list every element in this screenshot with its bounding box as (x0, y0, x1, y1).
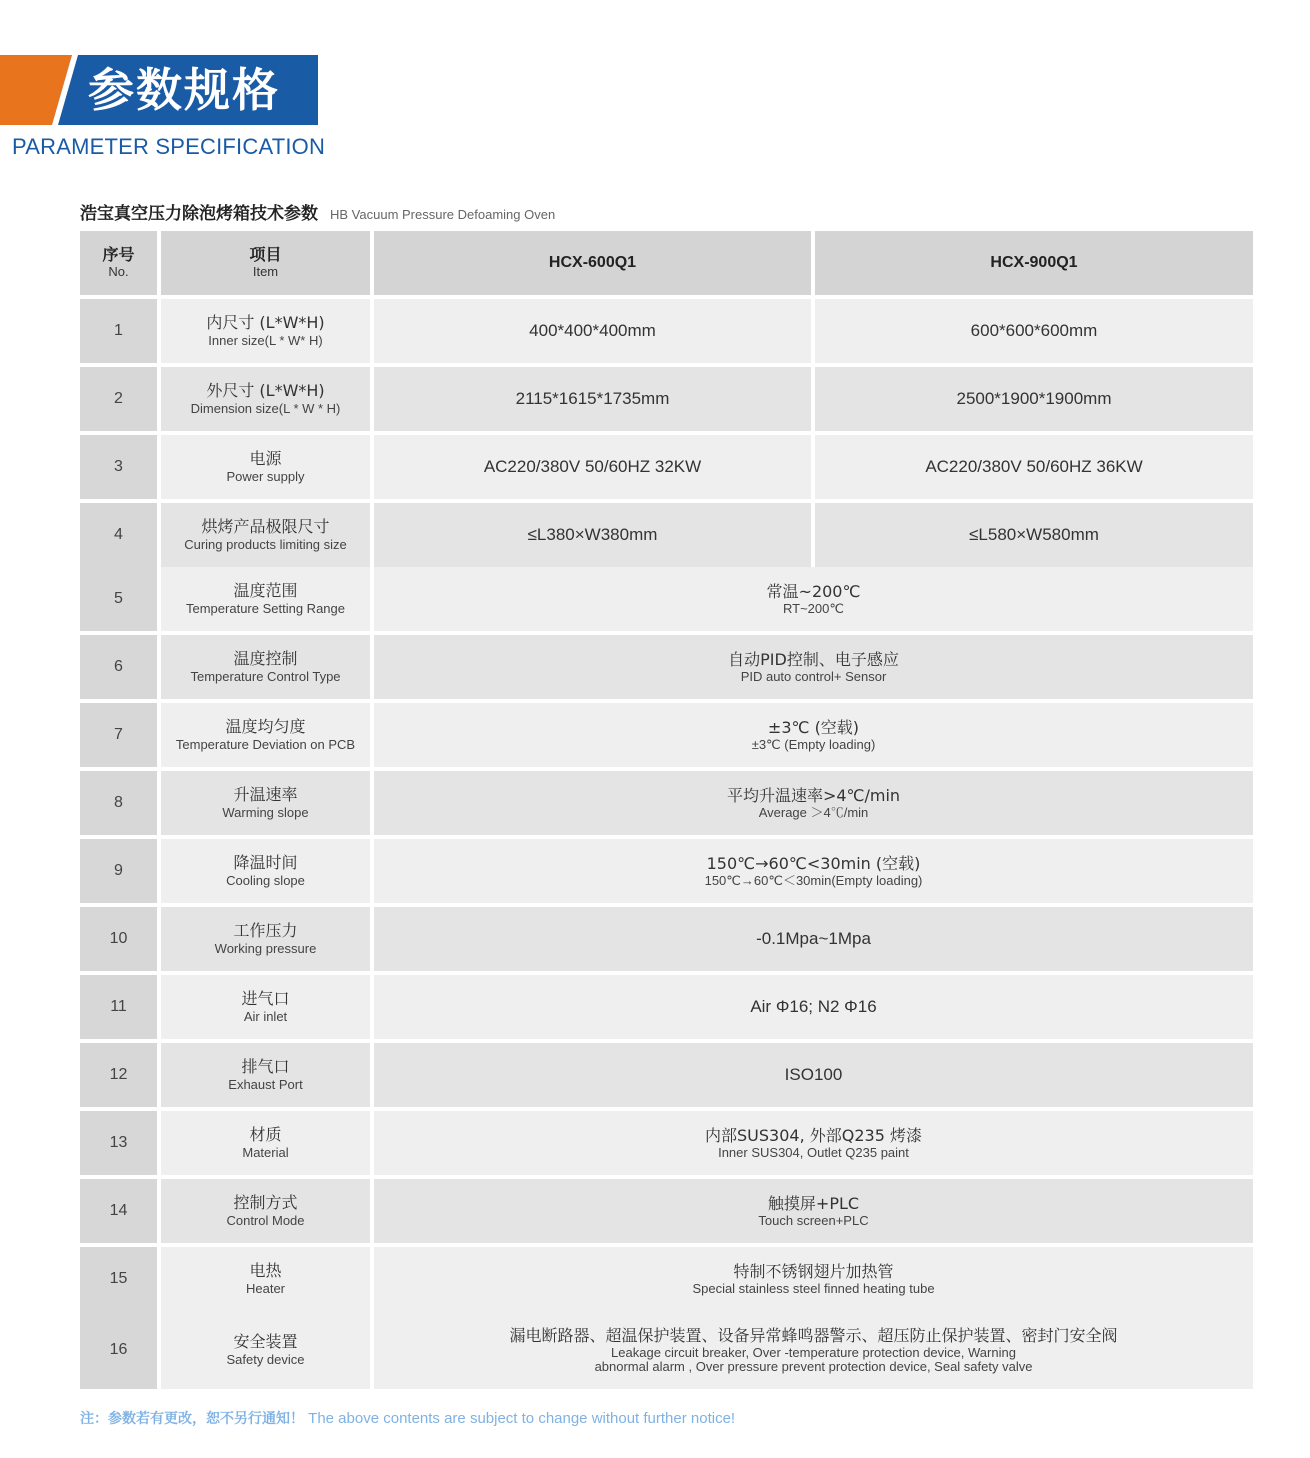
row-item-cn: 降温时间 (233, 853, 298, 872)
table-row (80, 367, 1253, 431)
row-item (161, 1111, 370, 1175)
row-no-value: 7 (114, 726, 123, 743)
row-value-en: ±3℃ (Empty loading) (751, 737, 876, 752)
table-row (80, 1179, 1253, 1243)
row-value (374, 975, 1253, 1039)
row-no (80, 839, 157, 903)
row-item-en: Temperature Setting Range (186, 601, 345, 616)
footer-note-cn: 注：参数若有更改，恕不另行通知！ (80, 1411, 304, 1427)
row-item (161, 1247, 370, 1311)
row-value (374, 1311, 1253, 1389)
row-item (161, 567, 370, 631)
row-item-en: Temperature Control Type (190, 669, 341, 684)
row-item-en: Cooling slope (226, 873, 305, 888)
row-item-en: Warming slope (222, 805, 309, 820)
row-value-model-a (374, 503, 811, 567)
row-item-cn: 温度控制 (233, 649, 298, 668)
row-item-en: Safety device (226, 1352, 305, 1367)
row-no-value: 13 (109, 1134, 128, 1151)
row-no (80, 771, 157, 835)
row-item (161, 435, 370, 499)
row-item-en: Curing products limiting size (184, 537, 347, 552)
row-item-cn: 电源 (249, 449, 282, 468)
row-value-en: 150℃→60℃＜30min(Empty loading) (704, 873, 923, 888)
row-item-en: Air inlet (243, 1009, 288, 1024)
row-value-cn: ±3℃ (空载) (767, 718, 860, 737)
row-item (161, 1043, 370, 1107)
row-no (80, 1111, 157, 1175)
row-item-en: Dimension size(L * W * H) (190, 401, 341, 416)
page-title: 参数规格 (88, 63, 280, 117)
table-row (80, 299, 1253, 363)
table-row (80, 703, 1253, 767)
row-value-en: Average ＞4℃/min (758, 805, 869, 820)
row-item (161, 975, 370, 1039)
row-value-a: 2115*1615*1735mm (515, 389, 670, 408)
row-no-value: 2 (114, 390, 123, 407)
table-row (80, 635, 1253, 699)
row-no-value: 10 (109, 930, 128, 947)
footer-note-en: The above contents are subject to change without further notice! (308, 1410, 736, 1427)
row-value-cn: 150℃→60℃<30min (空载) (706, 854, 921, 873)
header-item-en: Item (252, 264, 279, 279)
row-item (161, 771, 370, 835)
row-value-a: ≤L380×W380mm (527, 525, 658, 544)
row-value-cn: Air Φ16; N2 Φ16 (750, 997, 877, 1016)
spec-table (80, 231, 1253, 1389)
row-item-en: Inner size(L * W* H) (208, 333, 323, 348)
row-value (374, 1247, 1253, 1311)
row-value-cn: -0.1Mpa~1Mpa (756, 929, 871, 948)
row-item-en: Temperature Deviation on PCB (175, 737, 356, 752)
table-header-row (80, 231, 1253, 295)
row-item-cn: 材质 (249, 1125, 282, 1144)
row-value-cn: 自动PID控制、电子感应 (728, 650, 899, 669)
row-value-cn: 常温~200℃ (766, 582, 861, 601)
row-item-cn: 进气口 (241, 989, 290, 1008)
row-item-cn: 温度均匀度 (225, 717, 306, 736)
table-row (80, 1111, 1253, 1175)
row-value-en: RT~200℃ (783, 601, 844, 616)
row-value-cn: 触摸屏+PLC (767, 1194, 860, 1213)
row-value-cn: 漏电断路器、超温保护装置、设备异常蜂鸣器警示、超压防止保护装置、密封门安全阀 (509, 1326, 1118, 1345)
header-no-en: No. (108, 264, 129, 279)
row-item (161, 1311, 370, 1389)
row-value-model-b (815, 503, 1253, 567)
caption-en: HB Vacuum Pressure Defoaming Oven (330, 207, 556, 222)
table-row (80, 839, 1253, 903)
row-no-value: 6 (114, 658, 123, 675)
row-value-model-b (815, 299, 1253, 363)
row-no (80, 503, 157, 567)
caption-cn: 浩宝真空压力除泡烤箱技术参数 (80, 204, 318, 224)
header-model-b-label: HCX-900Q1 (990, 254, 1078, 271)
header-item-cn: 项目 (249, 245, 282, 264)
table-row (80, 975, 1253, 1039)
row-value-b: AC220/380V 50/60HZ 36KW (925, 457, 1143, 476)
row-item (161, 907, 370, 971)
row-value-en: PID auto control+ Sensor (740, 669, 887, 684)
row-value-model-a (374, 367, 811, 431)
row-item-cn: 工作压力 (233, 921, 298, 940)
row-item-cn: 升温速率 (233, 785, 298, 804)
table-row (80, 771, 1253, 835)
row-no (80, 1247, 157, 1311)
row-no-value: 9 (114, 862, 123, 879)
row-item-cn: 外尺寸 (L*W*H) (206, 381, 325, 400)
row-value-cn: 平均升温速率>4℃/min (726, 786, 901, 805)
row-value-a: 400*400*400mm (529, 321, 656, 340)
row-value-b: ≤L580×W580mm (969, 525, 1099, 544)
row-no-value: 11 (110, 998, 127, 1015)
table-row (80, 435, 1253, 499)
row-item-en: Exhaust Port (228, 1077, 303, 1092)
row-value-en-line2: abnormal alarm , Over pressure prevent protection device, Seal safety valve (594, 1359, 1033, 1374)
row-value-model-b (815, 435, 1253, 499)
row-item-cn: 内尺寸 (L*W*H) (206, 313, 325, 332)
row-item-en: Heater (245, 1281, 286, 1296)
table-row (80, 907, 1253, 971)
row-no-value: 8 (114, 794, 123, 811)
row-value-b: 600*600*600mm (970, 321, 1098, 340)
row-no (80, 435, 157, 499)
row-value-cn: 特制不锈钢翅片加热管 (733, 1262, 894, 1281)
row-item-cn: 烘烤产品极限尺寸 (201, 517, 330, 536)
row-no (80, 635, 157, 699)
header-no (80, 231, 157, 295)
header-model-b (815, 231, 1253, 295)
row-value (374, 907, 1253, 971)
row-no-value: 4 (114, 526, 123, 543)
row-item-en: Working pressure (214, 941, 317, 956)
row-value (374, 635, 1253, 699)
row-no (80, 975, 157, 1039)
row-item (161, 1179, 370, 1243)
footer-note (80, 1408, 735, 1428)
row-no-value: 14 (109, 1202, 128, 1219)
row-item (161, 635, 370, 699)
row-no (80, 299, 157, 363)
row-item-en: Power supply (226, 469, 305, 484)
row-item (161, 299, 370, 363)
row-value (374, 839, 1253, 903)
row-item-cn: 排气口 (241, 1057, 290, 1076)
row-no-value: 16 (109, 1341, 128, 1358)
row-no (80, 1179, 157, 1243)
row-value-cn: 内部SUS304, 外部Q235 烤漆 (705, 1126, 922, 1145)
row-item (161, 839, 370, 903)
row-value-en: Inner SUS304, Outlet Q235 paint (718, 1145, 909, 1160)
row-value-model-a (374, 299, 811, 363)
page-subtitle: PARAMETER SPECIFICATION (12, 134, 326, 159)
row-value-a: AC220/380V 50/60HZ 32KW (483, 457, 702, 476)
row-no (80, 567, 157, 631)
row-value-b: 2500*1900*1900mm (956, 389, 1112, 408)
row-value (374, 771, 1253, 835)
header-item (161, 231, 370, 295)
row-value (374, 1111, 1253, 1175)
row-no-value: 5 (114, 590, 123, 607)
row-value (374, 1043, 1253, 1107)
header-model-a (374, 231, 811, 295)
row-no-value: 3 (114, 458, 123, 475)
row-value-en-line1: Leakage circuit breaker, Over -temperature protection device, Warning (611, 1345, 1016, 1360)
row-value-en: Special stainless steel finned heating tube (692, 1281, 935, 1296)
row-value (374, 1179, 1253, 1243)
row-item-en: Material (242, 1145, 289, 1160)
table-row (80, 567, 1253, 631)
row-value-cn: ISO100 (784, 1065, 843, 1084)
row-value-model-b (815, 367, 1253, 431)
row-no-value: 12 (109, 1066, 128, 1083)
table-row (80, 1311, 1253, 1389)
row-value (374, 567, 1253, 631)
header-no-cn: 序号 (102, 245, 135, 264)
row-value (374, 703, 1253, 767)
row-item (161, 703, 370, 767)
row-item-cn: 控制方式 (233, 1193, 298, 1212)
header-model-a-label: HCX-600Q1 (548, 254, 637, 271)
row-item-cn: 温度范围 (233, 581, 298, 600)
row-value-model-a (374, 435, 811, 499)
row-item (161, 367, 370, 431)
row-no (80, 907, 157, 971)
row-no (80, 1311, 157, 1389)
row-no-value: 1 (114, 322, 123, 339)
table-caption (80, 199, 555, 224)
row-item (161, 503, 370, 567)
row-item-en: Control Mode (226, 1213, 305, 1228)
row-no (80, 367, 157, 431)
row-item-cn: 安全装置 (233, 1332, 298, 1351)
table-row (80, 503, 1253, 567)
row-item-cn: 电热 (249, 1261, 282, 1280)
row-no-value: 15 (109, 1270, 128, 1287)
table-row (80, 1247, 1253, 1311)
row-no (80, 703, 157, 767)
table-row (80, 1043, 1253, 1107)
row-value-en: Touch screen+PLC (758, 1213, 869, 1228)
row-no (80, 1043, 157, 1107)
